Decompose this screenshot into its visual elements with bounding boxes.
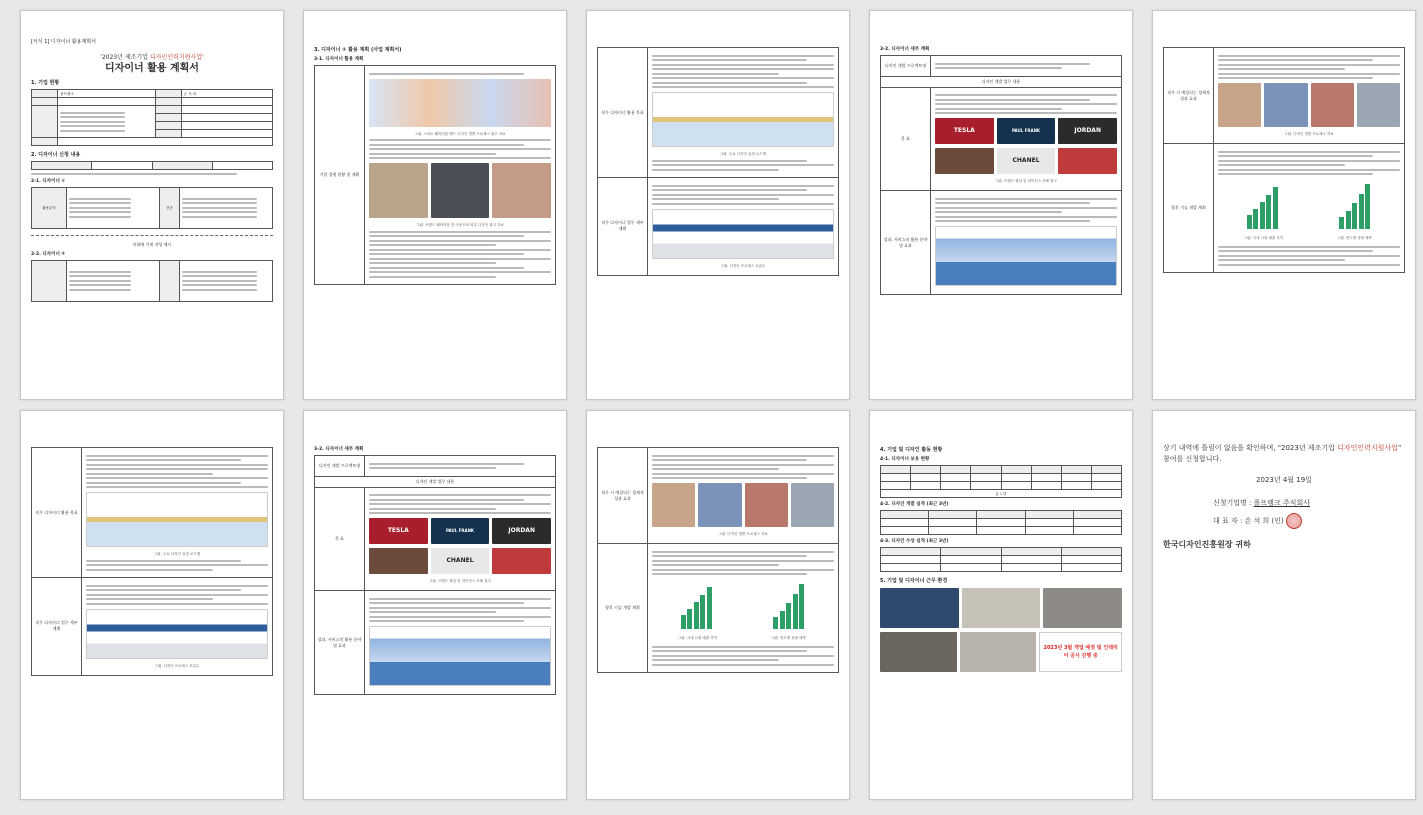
photo-image	[652, 483, 695, 527]
product-photo	[369, 548, 428, 574]
product-photo	[1058, 148, 1117, 174]
process-image	[369, 79, 551, 127]
product-photo	[492, 548, 551, 574]
representative-label: 대 표 자 :	[1213, 517, 1243, 525]
row-label: 직무 디자이너 업무 세부 계획	[32, 578, 82, 675]
total-count: 총 1 명	[881, 490, 1122, 498]
figure-caption: 그림. 디자인 프로세스 흐름도	[720, 263, 766, 268]
row-label: 디자인 개발 프로젝트명	[881, 56, 931, 76]
tesla-logo-image: TESLA	[935, 118, 994, 144]
subsection-heading: 2-1. 디자이너 ①	[31, 178, 66, 184]
row-label: 직무 시 예상되는 경제적 성과 효과	[598, 448, 648, 543]
chanel-logo-image: CHANEL	[997, 148, 1056, 174]
row-label: 직무 시 예상되는 경제적 성과 효과	[1164, 48, 1214, 143]
applicant-summary-table	[31, 161, 273, 170]
section-heading: 1. 기업 현황	[31, 80, 60, 86]
field-label: 활용분야	[32, 187, 67, 228]
figure-caption: 그림. 국내 시장 매출 추이	[1243, 236, 1284, 240]
applicant-value: 폴프랭크 주식회사	[1253, 499, 1310, 507]
statement-prefix: 상기 내역에 틀림이 없음을 확인하며, "2023년 제조기업	[1163, 444, 1338, 452]
office-photo	[880, 632, 957, 672]
document-title: 디자이너 활용 계획서	[105, 63, 199, 74]
statement-highlight: 디자인인력지원사업	[1337, 444, 1398, 452]
company-name: 폴프랭크	[58, 90, 155, 98]
tesla-logo-image: TESLA	[369, 518, 428, 544]
representative-name: 손 석 희	[181, 90, 272, 98]
figure-caption: 그림. 디자인 개발 프로세스 자료	[718, 532, 768, 536]
document-page-5[interactable]	[1152, 10, 1416, 400]
award-table	[880, 547, 1122, 572]
figure-caption: 그림. 스마트 웨어러블 밴드 디자인 개발 프로세스 참고 자료	[414, 131, 506, 136]
document-page-8[interactable]	[586, 410, 850, 800]
photo-image	[791, 483, 834, 527]
dashed-note: 이하에 기재 작성 예시	[132, 241, 172, 247]
figure-caption: 그림. 주요 디자인 일정 로드맵	[719, 152, 767, 156]
form-label: [서식 1] 디자이너 활용계획서	[31, 39, 96, 45]
design-results-table	[880, 510, 1122, 535]
paul-frank-logo-image: PAUL FRANK	[431, 518, 490, 544]
figure-caption: 그림. 연도별 성장 예측	[1337, 236, 1372, 240]
flow-diagram-image	[652, 209, 834, 259]
flow-diagram-image	[86, 609, 268, 659]
seal-stamp-icon	[1286, 513, 1302, 529]
subtitle-prefix: '2023년 제조기업	[100, 54, 150, 61]
figure-caption: 그림. 연도별 성장 예측	[771, 636, 806, 640]
header-box: 디자인 개발 업무 내용	[315, 477, 555, 488]
row-label: 디자인 개발 프로젝트명	[315, 456, 365, 476]
product-photo	[935, 148, 994, 174]
document-page-6[interactable]	[20, 410, 284, 800]
designer-status-table	[880, 465, 1122, 498]
photo-image	[492, 163, 551, 218]
applicant-line	[1163, 498, 1405, 509]
office-photo	[960, 632, 1037, 672]
document-page-4[interactable]	[869, 10, 1133, 400]
row-label: 성과, 서비스의 활용 분야 및 효과	[881, 191, 931, 294]
bar-chart-right	[1311, 179, 1401, 229]
construction-note: 2023년 3월 개업 예정 및 인테리어 공사 진행 중	[1039, 632, 1122, 672]
figure-caption: 그림. 주요 디자인 일정 로드맵	[153, 552, 201, 556]
subsection-heading: 3-1. 디자이너 활용 계획	[314, 57, 364, 62]
document-page-2[interactable]	[303, 10, 567, 400]
figure-caption: 그림. 브랜드 협업 및 라이선스 사례 참고	[429, 579, 491, 583]
representative-line	[1163, 513, 1405, 529]
designer-1-table	[31, 187, 273, 229]
service-diagram-image	[935, 226, 1117, 286]
row-label: 직무 디자이너 활용 목표	[32, 448, 82, 577]
section-heading: 2. 디자이너 신청 내용	[31, 152, 81, 158]
photo-image	[369, 163, 428, 218]
applicant-label: 신청기업명 :	[1213, 499, 1252, 507]
roadmap-image	[652, 92, 834, 147]
bar-chart-right	[745, 579, 835, 629]
subtitle-suffix: '	[202, 54, 204, 61]
document-page-10[interactable]	[1152, 410, 1416, 800]
row-label: 직무 디자이너 업무 세부 계획	[598, 178, 648, 275]
bar-chart-left	[1218, 179, 1308, 229]
photo-image	[745, 483, 788, 527]
row-label: 향후 기술 개발 계획	[1164, 144, 1214, 272]
section-heading: 4. 기업 및 디자인 활동 현황	[880, 447, 943, 453]
photo-image	[1357, 83, 1400, 127]
bar-chart-left	[652, 579, 742, 629]
photo-image	[698, 483, 741, 527]
figure-caption: 그림. 국내 시장 매출 추이	[677, 636, 718, 640]
row-label: 성과, 서비스의 활용 분야 및 효과	[315, 591, 365, 694]
photo-image	[1311, 83, 1354, 127]
row-label: 향후 기술 개발 계획	[598, 544, 648, 672]
row-label: 목 표	[315, 488, 365, 591]
office-photo	[962, 588, 1041, 628]
header-box: 디자인 개발 업무 내용	[881, 77, 1121, 88]
subsection-heading: 4-2. 디자인 개발 실적 (최근 3년)	[880, 502, 949, 507]
subsection-heading: 3-2. 디자이너 세부 계획	[314, 447, 364, 452]
company-info-table	[31, 89, 273, 146]
service-diagram-image	[369, 626, 551, 686]
jordan-logo-image: JORDAN	[1058, 118, 1117, 144]
designer-2-table	[31, 260, 273, 302]
document-subtitle	[31, 55, 273, 61]
subsection-heading: 4-3. 디자인 수상 실적 (최근 3년)	[880, 539, 949, 544]
document-page-7[interactable]	[303, 410, 567, 800]
photo-image	[1218, 83, 1261, 127]
subsection-heading: 3-2. 디자이너 세부 계획	[880, 47, 930, 52]
document-page-3[interactable]	[586, 10, 850, 400]
section-heading: 5. 기업 및 디자이너 근무 환경	[880, 578, 948, 584]
photo-image	[1264, 83, 1307, 127]
roadmap-image	[86, 492, 268, 547]
jordan-logo-image: JORDAN	[492, 518, 551, 544]
photo-image	[431, 163, 490, 218]
subtitle-highlight: 디자인인력지원사업	[149, 54, 203, 61]
subsection-heading: 2-2. 디자이너 ②	[31, 251, 66, 257]
major-label: 전공	[160, 187, 180, 228]
document-page-9[interactable]	[869, 410, 1133, 800]
chanel-logo-image: CHANEL	[431, 548, 490, 574]
paul-frank-logo-image: PAUL FRANK	[997, 118, 1056, 144]
document-page-1[interactable]	[20, 10, 284, 400]
figure-caption: 그림. 브랜드 협업 및 라이선스 사례 참고	[995, 179, 1057, 183]
office-photo	[880, 588, 959, 628]
subsection-heading: 4-1. 디자이너 보유 현황	[880, 457, 930, 462]
document-date: 2023년 4월 19일	[1256, 476, 1312, 484]
confirmation-statement	[1163, 443, 1405, 465]
addressee: 한국디자인진흥원장 귀하	[1163, 540, 1251, 549]
figure-caption: 그림. 디자인 프로세스 흐름도	[154, 663, 200, 668]
representative-value: 손 석 희 (인)	[1244, 517, 1284, 525]
office-photo	[1043, 588, 1122, 628]
figure-caption: 그림. 디자인 개발 프로세스 자료	[1284, 132, 1334, 136]
row-label: 직무 디자이너 활용 목표	[598, 48, 648, 177]
figure-caption: 그림. 브랜드 웨어러블 및 아웃도어 의류 디자인 참고 자료	[416, 223, 504, 227]
row-label: 기업 경쟁 현황 및 계획	[315, 66, 365, 284]
section-heading: 3. 디자이너 ① 활용 계획 (사업 계획서)	[314, 47, 402, 53]
statement-suffix: " 참여를 신청합니다.	[1163, 444, 1402, 463]
row-label: 목 표	[881, 88, 931, 191]
